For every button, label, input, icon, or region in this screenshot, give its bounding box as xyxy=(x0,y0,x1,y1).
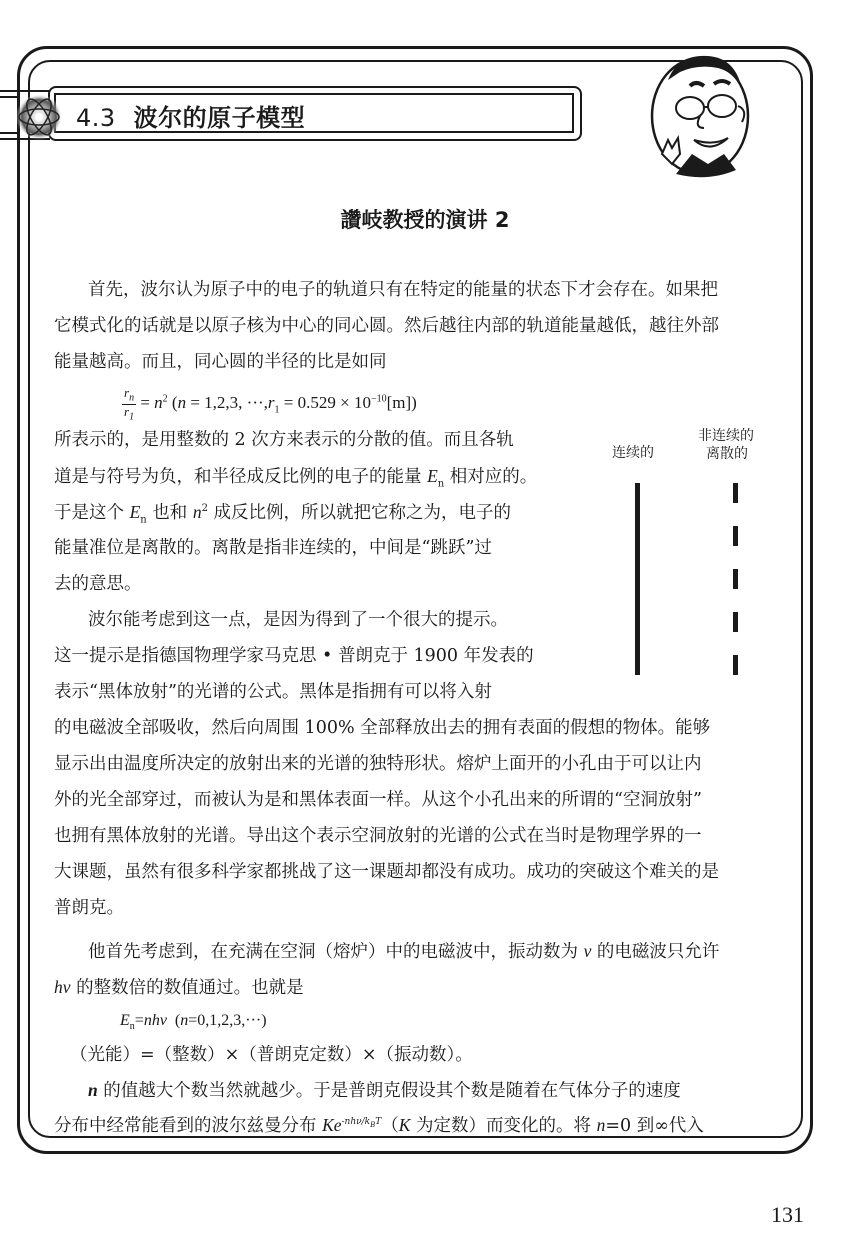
cond-n: n xyxy=(180,1012,189,1029)
boltzmann-exponent xyxy=(342,1117,382,1127)
professor-cartoon-icon xyxy=(638,50,758,178)
continuous-label: 连续的 xyxy=(612,445,654,461)
n-exponent: 2 xyxy=(201,503,208,515)
discrete-label-2: 离散的 xyxy=(706,446,748,462)
lecture-title: 讚岐教授的演讲 2 xyxy=(340,208,510,232)
text: 道是与符号为负，和半径成反比例的电子的能量 xyxy=(54,467,428,487)
planck-formula xyxy=(120,1012,267,1032)
h-nu-symbol: hν xyxy=(54,977,71,997)
discrete-dash xyxy=(733,483,738,503)
rhs-n: n xyxy=(154,393,163,412)
section-title-text: 波尔的原子模型 xyxy=(133,104,306,132)
discrete-dash xyxy=(733,569,738,589)
paragraph-5-line-1 xyxy=(88,1082,681,1101)
equals-sign: = xyxy=(134,1012,144,1029)
paragraph-1-line-2: 它模式化的话就是以原子核为中心的同心圆。然后越往内部的轨道能量越低，越往外部 xyxy=(54,316,719,336)
text: 他首先考虑到，在充满在空洞（熔炉）中的电磁波中，振动数为 xyxy=(88,942,584,962)
paragraph-3-line-1: 波尔能考虑到这一点，是因为得到了一个很大的提示。 xyxy=(88,610,508,630)
paragraph-3-line-5: 显示出由温度所决定的放射出来的光谱的独特形状。熔炉上面开的小孔由于可以让内 xyxy=(54,754,702,774)
cond-open: ( xyxy=(166,1012,181,1029)
text: 的值越大个数当然就越少。于是普朗克假设其个数是随着在气体分子的速度 xyxy=(97,1081,681,1101)
continuous-discrete-diagram xyxy=(600,425,790,685)
paragraph-2-line-1: 所表示的，是用整数的 2 次方来表示的分散的值。而且各轨 xyxy=(54,430,514,450)
numerator-r: r xyxy=(124,385,130,400)
text: 也和 xyxy=(146,503,193,523)
page-number: 131 xyxy=(771,1202,804,1227)
energy-symbol: E xyxy=(120,1012,130,1029)
bohr-radius-formula xyxy=(122,386,417,422)
paragraph-1-line-3: 能量越高。而且，同心圆的半径的比是如同 xyxy=(54,352,387,372)
n-symbol: n xyxy=(596,1115,606,1135)
text: 成反比例，所以就把它称之为，电子的 xyxy=(207,503,512,523)
discrete-dash xyxy=(733,612,738,632)
boltzmann-K-e: Ke xyxy=(322,1115,342,1135)
energy-symbol: E xyxy=(129,502,141,522)
discrete-dash xyxy=(733,526,738,546)
text: 于是这个 xyxy=(54,503,130,523)
paragraph-2-line-4: 能量准位是离散的。离散是指非连续的，中间是“跳跃”过 xyxy=(54,538,492,558)
cond-values: =0,1,2,3,···) xyxy=(188,1012,267,1029)
cond-open: ( xyxy=(167,393,178,412)
cond-exponent: −10 xyxy=(370,393,387,405)
equals-sign: = xyxy=(136,393,155,412)
numerator-sub: n xyxy=(129,392,135,404)
paragraph-3-line-3: 表示“黑体放射”的光谱的公式。黑体是指拥有可以将入射 xyxy=(54,682,492,702)
paragraph-3-line-4: 的电磁波全部吸收，然后向周围 100% 全部释放出去的拥有表面的假想的物体。能够 xyxy=(54,718,711,738)
text: （ xyxy=(381,1116,399,1136)
exponent-T: T xyxy=(375,1117,382,1128)
text: 为定数）而变化的。将 xyxy=(410,1116,597,1136)
paragraph-3-line-8: 大课题，虽然有很多科学家都挑战了这一课题却都没有成功。成功的突破这个难关的是 xyxy=(54,862,719,882)
energy-sub: n xyxy=(140,514,147,526)
paragraph-1-line-1: 首先，波尔认为原子中的电子的轨道只有在特定的能量的状态下才会存在。如果把 xyxy=(88,280,718,300)
paragraph-4-line-1 xyxy=(88,943,719,962)
cond-n: n xyxy=(177,393,187,412)
paragraph-3-line-9: 普朗克。 xyxy=(54,898,124,918)
n-symbol: n xyxy=(88,1080,98,1100)
discrete-dash xyxy=(733,655,738,675)
text: 的电磁波只允许 xyxy=(591,942,720,962)
paragraph-2-line-5: 去的意思。 xyxy=(54,574,142,594)
text: =0 到∞代入 xyxy=(605,1116,704,1136)
text: 相对应的。 xyxy=(444,467,538,487)
section-number: 4.3 xyxy=(76,104,116,132)
cond-r-sub: 1 xyxy=(274,404,280,416)
paragraph-4-line-2 xyxy=(54,979,789,998)
paragraph-3-line-2: 这一提示是指德国物理学家马克思 • 普朗克于 1900 年发表的 xyxy=(54,646,534,666)
paragraph-2-line-3 xyxy=(54,504,564,526)
rhs-exponent: 2 xyxy=(162,393,168,405)
energy-symbol: E xyxy=(427,466,438,486)
continuous-bar xyxy=(635,483,640,675)
nu-symbol: ν xyxy=(583,941,592,961)
cond-values: = 1,2,3, ···, xyxy=(186,393,268,412)
denominator-sub: 1 xyxy=(129,411,135,423)
text: 分布中经常能看到的波尔兹曼分布 xyxy=(54,1116,323,1136)
energy-sub: n xyxy=(129,1021,135,1033)
nhv-term: nhν xyxy=(143,1012,167,1029)
radius-ratio-fraction xyxy=(122,386,136,422)
atom-icon xyxy=(14,92,64,142)
cond-value: = 0.529 × 10 xyxy=(279,393,371,412)
paragraph-5-line-2 xyxy=(54,1117,789,1136)
exponent-sub-B: B xyxy=(370,1120,376,1129)
planck-formula-words: （光能）=（整数）×（普朗克定数）×（振动数）。 xyxy=(70,1045,473,1065)
paragraph-2-line-2 xyxy=(54,468,564,490)
text: 的整数倍的数值通过。也就是 xyxy=(70,978,304,998)
n-symbol: n xyxy=(192,502,202,522)
energy-sub: n xyxy=(437,478,445,490)
paragraph-3-line-7: 也拥有黑体放射的光谱。导出这个表示空洞放射的光谱的公式在当时是物理学界的一 xyxy=(54,826,702,846)
cond-r: r xyxy=(267,393,275,412)
K-symbol: K xyxy=(398,1115,411,1135)
cond-unit: [m]) xyxy=(386,393,417,412)
section-title xyxy=(76,98,305,133)
discrete-label-1: 非连续的 xyxy=(698,428,754,444)
paragraph-3-line-6: 外的光全部穿过，而被认为是和黑体表面一样。从这个小孔出来的所谓的“空洞放射” xyxy=(54,790,702,810)
exponent-text: -nhν/k xyxy=(341,1117,371,1128)
denominator-r: r xyxy=(124,403,130,419)
